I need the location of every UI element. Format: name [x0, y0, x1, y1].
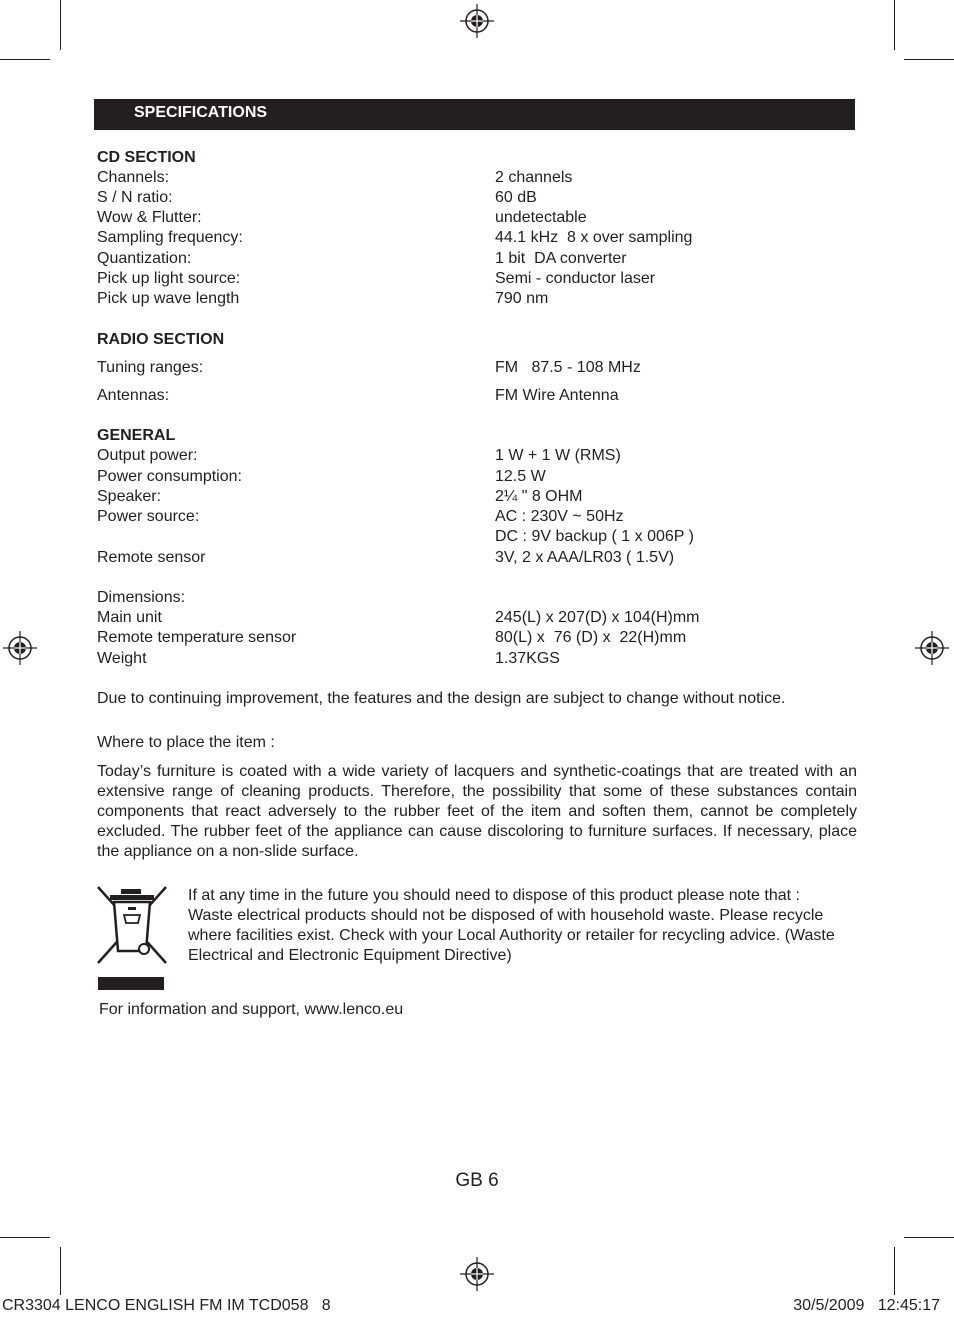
crop-mark — [894, 1247, 895, 1295]
spec-label: Wow & Flutter: — [97, 209, 202, 226]
spec-value: 1 W + 1 W (RMS) — [495, 447, 621, 464]
spec-value: 3V, 2 x AAA/LR03 ( 1.5V) — [495, 549, 675, 566]
spec-label: Weight — [97, 650, 147, 667]
crop-mark — [0, 59, 50, 60]
crop-mark — [904, 59, 954, 60]
spec-label: Antennas: — [97, 387, 170, 404]
dimensions-title: Dimensions: — [97, 589, 186, 606]
spec-value: undetectable — [495, 209, 587, 226]
crop-mark — [60, 0, 61, 50]
spec-value: AC : 230V ~ 50Hz — [495, 508, 624, 525]
registration-mark-icon — [460, 1257, 494, 1291]
spec-label: Pick up wave length — [97, 290, 240, 307]
page-number: GB 6 — [455, 1170, 499, 1191]
spec-value: 2¼ " 8 OHM — [495, 488, 583, 505]
radio-section-title: RADIO SECTION — [97, 331, 225, 348]
support-text: For information and support, www.lenco.eu — [99, 1001, 404, 1018]
spec-label: Remote temperature sensor — [97, 629, 297, 646]
general-section-title: GENERAL — [97, 427, 176, 444]
spec-value: Semi - conductor laser — [495, 270, 656, 287]
spec-label: Speaker: — [97, 488, 162, 505]
cd-section-title: CD SECTION — [97, 149, 196, 166]
spec-label: Channels: — [97, 169, 170, 186]
registration-mark-icon — [3, 631, 37, 665]
change-notice: Due to continuing improvement, the features and the design are subject to change without notice. — [97, 690, 786, 707]
spec-value: 1 bit DA converter — [495, 250, 627, 267]
crop-mark — [60, 1247, 61, 1295]
spec-label: Pick up light source: — [97, 270, 241, 287]
registration-mark-icon — [915, 631, 949, 665]
spec-value: 1.37KGS — [495, 650, 560, 667]
spec-label: Tuning ranges: — [97, 359, 204, 376]
weee-line: where facilities exist. Check with your Local Authority or retailer for recycling advice. (Waste — [188, 927, 835, 944]
section-title: SPECIFICATIONS — [134, 104, 268, 121]
spec-label: Quantization: — [97, 250, 192, 267]
footer-left: CR3304 LENCO ENGLISH FM IM TCD058 8 — [2, 1297, 331, 1314]
placement-title: Where to place the item : — [97, 734, 275, 751]
weee-notice — [188, 886, 851, 966]
footer-right: 30/5/2009 12:45:17 — [793, 1297, 940, 1314]
spec-label: Power consumption: — [97, 468, 242, 485]
placement-paragraph: Today’s furniture is coated with a wide variety of lacquers and synthetic-coatings that are treated with an extensive range of cleaning products. Therefore, the possibility that some of these substances contain components that react adversely to the rubber feet of the item and soften them, cannot be completely excluded. The rubber feet of the appliance can cause discoloring to furniture surfaces. If necessary, place the appliance on a non-slide surface. — [97, 763, 857, 860]
spec-value: 80(L) x 76 (D) x 22(H)mm — [495, 629, 687, 646]
spec-label: Output power: — [97, 447, 198, 464]
weee-line: If at any time in the future you should need to dispose of this product please note that : — [188, 887, 800, 904]
weee-line: Electrical and Electronic Equipment Directive) — [188, 947, 512, 964]
spec-value: FM 87.5 - 108 MHz — [495, 359, 641, 376]
registration-mark-icon — [460, 4, 494, 38]
section-header-bar — [94, 99, 855, 130]
crop-mark — [894, 0, 895, 50]
spec-label: S / N ratio: — [97, 189, 173, 206]
spec-value: 245(L) x 207(D) x 104(H)mm — [495, 609, 700, 626]
spec-value: 2 channels — [495, 169, 573, 186]
spec-label: Remote sensor — [97, 549, 206, 566]
weee-line: Waste electrical products should not be disposed of with household waste. Please recycle — [188, 907, 824, 924]
spec-label: Sampling frequency: — [97, 229, 243, 246]
crop-mark — [904, 1237, 954, 1238]
spec-value: 12.5 W — [495, 468, 546, 485]
spec-label: Main unit — [97, 609, 162, 626]
spec-value: FM Wire Antenna — [495, 387, 619, 404]
spec-value: DC : 9V backup ( 1 x 006P ) — [495, 528, 694, 545]
crop-mark — [0, 1237, 50, 1238]
spec-value: 790 nm — [495, 290, 549, 307]
spec-label: Power source: — [97, 508, 200, 525]
crossed-out-wheelie-bin-icon — [96, 885, 168, 993]
spec-value: 44.1 kHz 8 x over sampling — [495, 229, 693, 246]
spec-value: 60 dB — [495, 189, 537, 206]
